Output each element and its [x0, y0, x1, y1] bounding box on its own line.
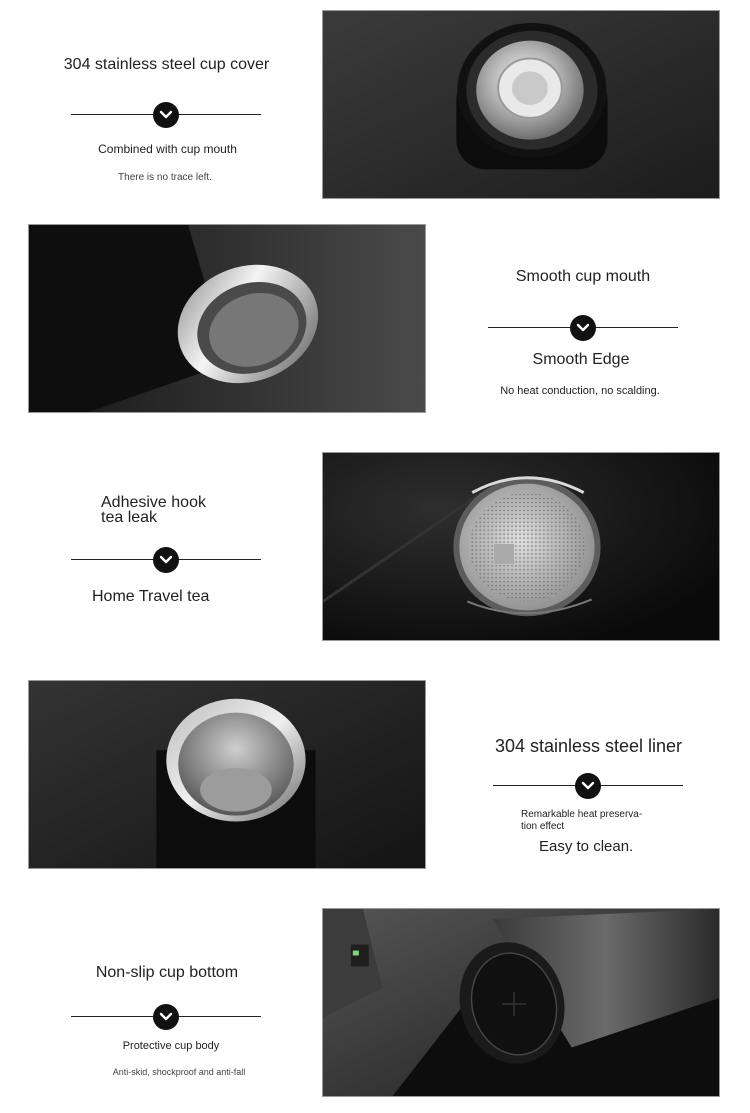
section-title: Non-slip cup bottom: [95, 964, 239, 981]
section-divider: [493, 773, 683, 799]
chevron-down-icon: [575, 773, 601, 799]
section-subtitle: Protective cup body: [122, 1040, 220, 1052]
section-note-line1: Remarkable heat preserva-: [521, 809, 643, 820]
section-title: 304 stainless steel cup cover: [63, 56, 270, 73]
chevron-down-icon: [570, 315, 596, 341]
section-divider: [71, 1004, 261, 1030]
tea-infuser-photo: [322, 452, 720, 641]
section-title: Smooth cup mouth: [515, 268, 651, 285]
cup-mouth-photo: [28, 224, 426, 413]
section-divider: [71, 547, 261, 573]
section-note-line2: tion effect: [521, 821, 565, 832]
section-divider: [488, 315, 678, 341]
cup-bottom-photo: [322, 908, 720, 1097]
section-note: No heat conduction, no scalding.: [500, 385, 660, 397]
chevron-down-icon: [153, 547, 179, 573]
section-subtitle: Home Travel tea: [92, 588, 210, 605]
steel-liner-photo: [28, 680, 426, 869]
section-title-line1: Adhesive hook: [101, 494, 206, 511]
section-note: Anti-skid, shockproof and anti-fall: [112, 1067, 246, 1077]
section-subtitle: Smooth Edge: [532, 351, 630, 368]
section-title-line2: tea leak: [101, 509, 158, 526]
section-subtitle: Easy to clean.: [539, 838, 634, 855]
chevron-down-icon: [153, 102, 179, 128]
section-subtitle: Combined with cup mouth: [98, 142, 237, 156]
section-divider: [71, 102, 261, 128]
cup-lid-photo: [322, 10, 720, 199]
section-note: There is no trace left.: [118, 172, 212, 183]
section-title: 304 stainless steel liner: [494, 736, 683, 756]
chevron-down-icon: [153, 1004, 179, 1030]
